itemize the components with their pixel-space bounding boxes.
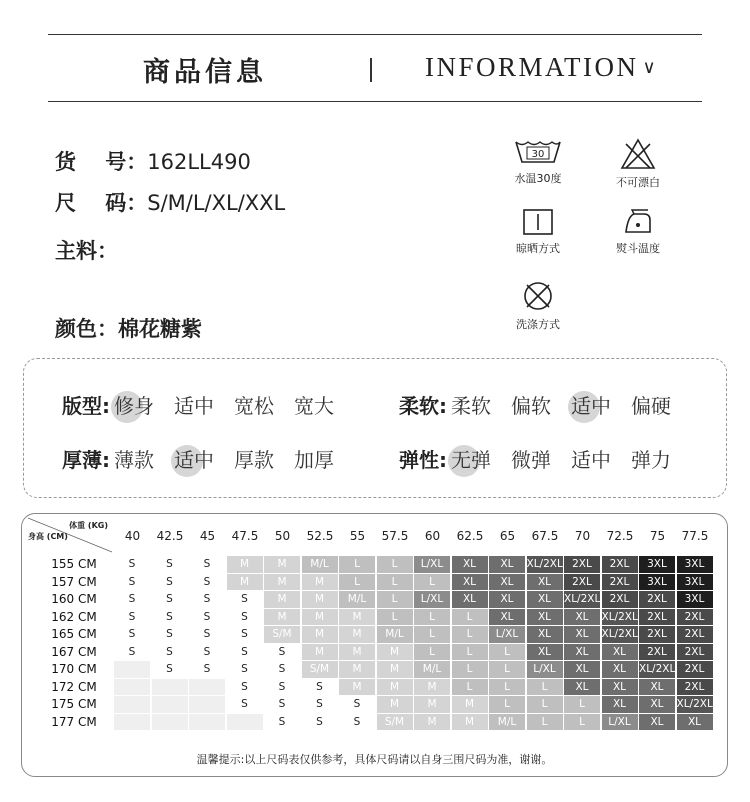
product-code-label: 货 号： [55,150,148,174]
wash-30-icon [513,138,563,166]
iron-low-icon [620,208,656,236]
product-size-row [55,187,285,217]
size-cell: XL [639,679,675,696]
size-cell: M [414,679,450,696]
size-cell: M/L [339,591,375,608]
size-cell: M [227,556,263,573]
weight-col-header: 77.5 [681,529,709,543]
size-cell: XL [489,609,525,626]
care-wash-30 [498,138,578,186]
size-cell: S [339,696,375,713]
size-cell: S [227,591,263,608]
size-cell [189,714,225,731]
size-cell: M [414,696,450,713]
size-cell: 2XL [564,574,600,591]
size-cell: XL [452,556,488,573]
size-cell: XL [639,714,675,731]
size-cell: S [302,714,338,731]
size-cell: 2XL [677,644,713,661]
attr-softness-option: 偏软 [511,394,551,418]
attr-thickness-option: 加厚 [294,448,334,472]
size-cell: S [302,679,338,696]
size-cell: M [264,556,300,573]
size-cell: L/XL [414,591,450,608]
size-cell: XL [602,679,638,696]
size-cell: XL [564,679,600,696]
size-cell: S [114,609,150,626]
size-cell: S [189,609,225,626]
weight-col-header: 52.5 [306,529,334,543]
attr-fit-option: 宽大 [294,394,334,418]
care-label: 不可漂白 [616,176,660,189]
size-cell: 2XL [639,609,675,626]
size-cell: 2XL [602,556,638,573]
attr-fit-label: 版型: [62,394,110,418]
size-cell: L [489,696,525,713]
size-cell: S/M [377,714,413,731]
product-material-label: 主料： [55,239,118,263]
size-cell: L/XL [527,661,563,678]
size-cell: L [527,679,563,696]
height-row-header: 172 CM [51,679,97,694]
size-cell: L [414,574,450,591]
attr-fit-option: 适中 [174,394,214,418]
size-cell: L [452,644,488,661]
size-cell: XL [564,644,600,661]
attr-elasticity [399,444,691,473]
size-cell: S [152,556,188,573]
weight-col-header: 62.5 [456,529,484,543]
size-cell: S [264,714,300,731]
size-cell: M/L [302,556,338,573]
size-cell: XL [452,574,488,591]
attributes-panel [23,358,727,498]
size-cell: S [152,591,188,608]
size-chart-corner [22,514,114,554]
size-cell: S/M [302,661,338,678]
title-divider [370,58,372,82]
size-cell: L [564,714,600,731]
weight-col-header: 60 [424,529,441,543]
weight-col-header: 70 [574,529,591,543]
size-cell: XL [452,591,488,608]
height-row-header: 167 CM [51,644,97,659]
size-cell [227,714,263,731]
size-cell: S [114,556,150,573]
attr-thickness-option: 厚款 [234,448,274,472]
size-cell: S [227,679,263,696]
attr-thickness [62,444,354,473]
size-cell: S [114,626,150,643]
height-row-header: 170 CM [51,662,97,676]
chevron-down-icon: ∨ [642,57,659,77]
size-cell: XL [564,626,600,643]
size-cell: M [302,574,338,591]
attr-thickness-option: 适中 [174,444,214,473]
no-dryclean-icon [522,280,554,312]
size-cell: 2XL [677,661,713,678]
attr-elasticity-option: 适中 [571,448,611,472]
product-size-label: 尺 码： [55,191,148,215]
size-cell: L [452,661,488,678]
size-cell: S [264,644,300,661]
size-cell: M [339,661,375,678]
size-cell: 3XL [677,591,713,608]
height-row-header: 155 CM [51,557,97,571]
weight-col-header: 42.5 [156,529,184,543]
title-cn: 商品信息 [143,57,267,88]
size-cell: S [114,574,150,591]
size-cell: L [527,696,563,713]
size-cell: XL [527,644,563,661]
size-cell: L [377,556,413,573]
size-footnote: 温馨提示:以上尺码表仅供参考，具体尺码请以自身三围尺码为准，谢谢。 [196,753,553,766]
size-cell: L [489,679,525,696]
care-iron [598,208,678,256]
weight-col-header: 40 [124,529,141,543]
attr-fit-option: 修身 [114,390,154,419]
size-cell: S [189,626,225,643]
size-cell: M [302,609,338,626]
height-row-header: 175 CM [51,697,97,711]
size-cell [189,696,225,713]
size-cell: S [264,661,300,678]
size-cell: M/L [377,626,413,643]
size-cell: 3XL [639,574,675,591]
size-cell: L [452,626,488,643]
no-bleach-icon [620,138,656,170]
size-cell: XL [564,661,600,678]
attr-softness-option: 偏硬 [631,394,671,418]
attr-fit [62,390,354,419]
size-cell: L [527,714,563,731]
size-cell: L [564,696,600,713]
size-cell: 3XL [639,556,675,573]
size-cell: M [339,644,375,661]
size-cell: 3XL [677,574,713,591]
size-cell: M [377,661,413,678]
size-cell [114,661,150,678]
care-label: 熨斗温度 [616,242,660,255]
size-cell: XL [527,626,563,643]
size-cell: 2XL [602,574,638,591]
size-cell: L [339,574,375,591]
size-cell: L [452,609,488,626]
size-cell: M [414,714,450,731]
product-code-value: 162LL490 [147,150,251,174]
size-cell: S [264,696,300,713]
size-cell: S [152,661,188,678]
care-label: 洗涤方式 [516,318,560,331]
size-cell: L [377,574,413,591]
size-cell: 2XL [677,626,713,643]
size-cell: L [414,609,450,626]
weight-col-header: 65 [499,529,516,543]
size-cell: S [302,696,338,713]
size-cell: M/L [489,714,525,731]
attr-softness-label: 柔软: [399,394,447,418]
size-cell: S [189,661,225,678]
size-cell: 2XL [677,679,713,696]
care-line-dry [498,208,578,256]
size-cell: S [152,609,188,626]
size-cell: S [114,591,150,608]
size-cell: M [227,574,263,591]
weight-header: 体重 (KG) [69,521,108,530]
size-cell: XL/2XL [602,626,638,643]
title-en: INFORMATION ∨ [425,52,659,82]
size-cell: S/M [264,626,300,643]
attr-elasticity-option: 无弹 [451,444,491,473]
attr-softness [399,390,691,419]
size-cell: XL [489,591,525,608]
size-cell: S [227,609,263,626]
size-cell: XL [564,609,600,626]
size-cell: L [489,661,525,678]
size-cell: XL [489,556,525,573]
height-header: 身高 (CM) [28,532,68,541]
size-cell: S [152,574,188,591]
attr-elasticity-option: 微弹 [511,448,551,472]
size-cell: M [264,591,300,608]
size-cell: M [264,609,300,626]
size-cell: S [189,574,225,591]
product-color-label: 颜色： [55,317,118,341]
product-size-value: S/M/L/XL/XXL [147,191,286,215]
care-no-bleach [598,138,678,190]
attr-fit-option: 宽松 [234,394,274,418]
size-cell: 2XL [639,626,675,643]
weight-col-header: 67.5 [531,529,559,543]
size-cell: M [377,696,413,713]
size-cell: M [339,609,375,626]
size-cell: L/XL [602,714,638,731]
size-cell: L/XL [414,556,450,573]
size-cell [114,679,150,696]
weight-col-header: 75 [649,529,666,543]
size-cell: 2XL [639,591,675,608]
weight-col-header: 50 [274,529,291,543]
attr-softness-option: 适中 [571,390,611,419]
height-row-header: 162 CM [51,609,97,624]
size-chart [21,513,728,777]
size-cell: S [264,679,300,696]
size-cell: M [452,714,488,731]
size-cell: S [227,661,263,678]
size-cell: XL/2XL [677,696,713,713]
size-cell: L [452,679,488,696]
size-cell: 2XL [564,556,600,573]
size-cell: XL/2XL [602,609,638,626]
size-cell: XL [527,591,563,608]
care-label: 晾晒方式 [516,242,560,255]
size-cell [114,714,150,731]
size-cell [152,696,188,713]
size-cell: XL [489,574,525,591]
weight-col-header: 45 [199,529,216,543]
size-cell: M [377,679,413,696]
size-cell: 2XL [639,644,675,661]
attr-elasticity-option: 弹力 [631,448,671,472]
attr-thickness-label: 厚薄: [62,448,110,472]
wash-temp-number: 30 [531,149,545,160]
size-cell: 3XL [677,556,713,573]
size-cell [152,679,188,696]
line-dry-icon [522,208,554,236]
product-color-row [55,313,202,343]
product-code-row [55,146,251,176]
size-cell: S [152,626,188,643]
height-row-header: 160 CM [51,592,97,606]
size-cell: S [114,644,150,661]
height-row-header: 157 CM [51,574,97,589]
size-cell: S [227,644,263,661]
size-cell: L/XL [489,626,525,643]
size-cell: XL [639,696,675,713]
size-cell: M [302,626,338,643]
size-cell: M [302,644,338,661]
size-cell: S [189,644,225,661]
size-cell: S [152,644,188,661]
size-cell: L [377,609,413,626]
size-cell: M [452,696,488,713]
care-no-dryclean [498,280,578,332]
size-cell: S [227,626,263,643]
weight-col-header: 47.5 [231,529,259,543]
size-cell: M [339,679,375,696]
size-cell: M [339,626,375,643]
product-color-value: 棉花糖紫 [118,317,202,341]
size-cell: XL [677,714,713,731]
size-cell: XL [602,644,638,661]
size-cell: XL [602,696,638,713]
care-label: 水温30度 [514,172,562,185]
size-cell: L [414,644,450,661]
weight-col-header: 57.5 [381,529,409,543]
size-cell: 2XL [677,609,713,626]
size-cell: S [227,696,263,713]
weight-col-header: 72.5 [606,529,634,543]
attr-thickness-option: 薄款 [114,448,154,472]
size-cell [152,714,188,731]
size-cell: XL [527,574,563,591]
size-cell: XL/2XL [527,556,563,573]
size-cell: S [189,591,225,608]
size-cell: XL/2XL [564,591,600,608]
size-cell: XL [602,661,638,678]
size-cell: 2XL [602,591,638,608]
attr-elasticity-label: 弹性: [399,448,447,472]
size-cell: S [339,714,375,731]
size-cell: S [189,556,225,573]
size-cell: XL/2XL [639,661,675,678]
height-row-header: 177 CM [51,714,97,729]
size-cell: L [489,644,525,661]
size-cell: L [414,626,450,643]
size-cell: M [302,591,338,608]
header-rule [48,101,702,102]
size-cell: M [377,644,413,661]
size-cell: M/L [414,661,450,678]
size-cell [114,696,150,713]
weight-col-header: 55 [349,529,366,543]
top-rule [48,34,702,35]
size-cell: L [377,591,413,608]
size-cell [189,679,225,696]
attr-softness-option: 柔软 [451,394,491,418]
size-cell: M [264,574,300,591]
height-row-header: 165 CM [51,627,97,641]
size-cell: L [339,556,375,573]
product-material-row [55,235,118,265]
size-cell: XL [527,609,563,626]
